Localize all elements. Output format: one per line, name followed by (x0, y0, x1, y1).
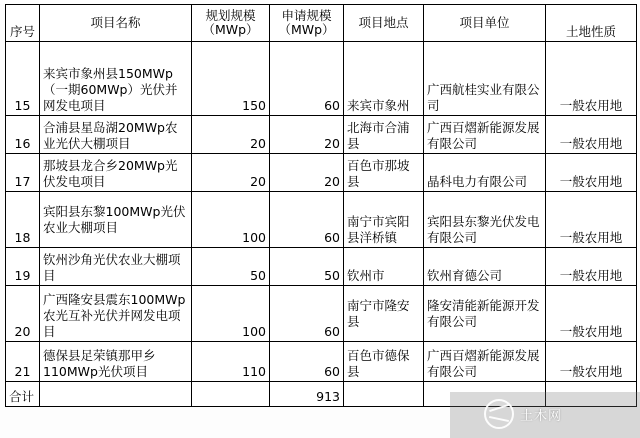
cell-plan-scale: 150 (192, 42, 270, 116)
cell-location: 百色市那坡县 (344, 154, 424, 192)
cell-project-name: 合浦县星岛湖20MWp农业光伏大棚项目 (40, 116, 192, 154)
cell-unit: 钦州育德公司 (424, 248, 546, 286)
cell-no: 16 (6, 116, 40, 154)
cell-land-type: 一般农用地 (546, 192, 637, 248)
cell-land-type: 一般农用地 (546, 154, 637, 192)
cell-location: 钦州市 (344, 248, 424, 286)
cell-no: 19 (6, 248, 40, 286)
cell-apply-scale: 60 (270, 192, 344, 248)
cell-no: 17 (6, 154, 40, 192)
cell-location: 南宁市宾阳县洋桥镇 (344, 192, 424, 248)
cell-project-name: 那坡县龙合乡20MWp光伏发电项目 (40, 154, 192, 192)
table-row (6, 286, 637, 342)
cell-plan-scale: 110 (192, 342, 270, 382)
header-apply-scale-line1: 申请规模 (281, 7, 332, 23)
cell-unit: 隆安清能新能源开发有限公司 (424, 286, 546, 342)
cell-location: 北海市合浦县 (344, 116, 424, 154)
cell-land-type: 一般农用地 (546, 248, 637, 286)
table-row (6, 154, 637, 192)
cell-land-type: 一般农用地 (546, 116, 637, 154)
table-row (6, 248, 637, 286)
document-page (0, 4, 640, 438)
cell-land-type: 一般农用地 (546, 342, 637, 382)
cell-plan-scale: 50 (192, 248, 270, 286)
cell-plan-scale: 20 (192, 116, 270, 154)
cell-unit: 宾阳县东黎光伏发电有限公司 (424, 192, 546, 248)
table-row (6, 342, 637, 382)
project-table (5, 4, 637, 407)
table-row (6, 116, 637, 154)
cell-no: 18 (6, 192, 40, 248)
cell-apply-scale: 60 (270, 286, 344, 342)
cell-apply-scale: 50 (270, 248, 344, 286)
table-total-row (6, 382, 637, 407)
cell-no: 15 (6, 42, 40, 116)
header-project-name: 项目名称 (40, 5, 192, 42)
cell-plan-scale: 100 (192, 286, 270, 342)
cell-project-name: 来宾市象州县150MWp（一期60MWp）光伏并网发电项目 (40, 42, 192, 116)
total-location-blank (344, 382, 424, 407)
cell-no: 21 (6, 342, 40, 382)
cell-unit: 广西航桂实业有限公司 (424, 42, 546, 116)
cell-plan-scale: 100 (192, 192, 270, 248)
cell-location: 来宾市象州 (344, 42, 424, 116)
header-land-type: 土地性质 (546, 5, 637, 42)
cell-project-name: 宾阳县东黎100MWp光伏农业大棚项目 (40, 192, 192, 248)
cell-apply-scale: 20 (270, 154, 344, 192)
total-land-blank (546, 382, 637, 407)
header-location: 项目地点 (344, 5, 424, 42)
table-header-row (6, 5, 637, 42)
cell-land-type: 一般农用地 (546, 286, 637, 342)
cell-location: 南宁市隆安县 (344, 286, 424, 342)
header-unit: 项目单位 (424, 5, 546, 42)
cell-project-name: 德保县足荣镇那甲乡110MWp光伏项目 (40, 342, 192, 382)
header-plan-scale (192, 5, 270, 42)
watermark-text: 土木网 (520, 408, 563, 424)
total-apply-scale: 913 (270, 382, 344, 407)
cell-no: 20 (6, 286, 40, 342)
cell-project-name: 广西隆安县震东100MWp农光互补光伏并网发电项目 (40, 286, 192, 342)
header-apply-scale (270, 5, 344, 42)
total-unit-blank (424, 382, 546, 407)
total-project-name-blank (40, 382, 192, 407)
cell-unit: 晶科电力有限公司 (424, 154, 546, 192)
cell-location: 百色市德保县 (344, 342, 424, 382)
cell-unit: 广西百熠新能源发展有限公司 (424, 342, 546, 382)
cell-project-name: 钦州沙角光伏农业大棚项目 (40, 248, 192, 286)
table-row (6, 42, 637, 116)
cell-apply-scale: 20 (270, 116, 344, 154)
cell-apply-scale: 60 (270, 342, 344, 382)
header-no: 序号 (6, 5, 40, 42)
header-apply-scale-line2: （MWp） (278, 22, 335, 37)
cell-unit: 广西百熠新能源发展有限公司 (424, 116, 546, 154)
total-plan-scale (192, 382, 270, 407)
cell-apply-scale: 60 (270, 42, 344, 116)
total-label: 合计 (6, 382, 40, 407)
header-plan-scale-line1: 规划规模 (205, 7, 256, 23)
cell-plan-scale: 20 (192, 154, 270, 192)
table-row (6, 192, 637, 248)
header-plan-scale-line2: （MWp） (202, 22, 259, 37)
cell-land-type: 一般农用地 (546, 42, 637, 116)
